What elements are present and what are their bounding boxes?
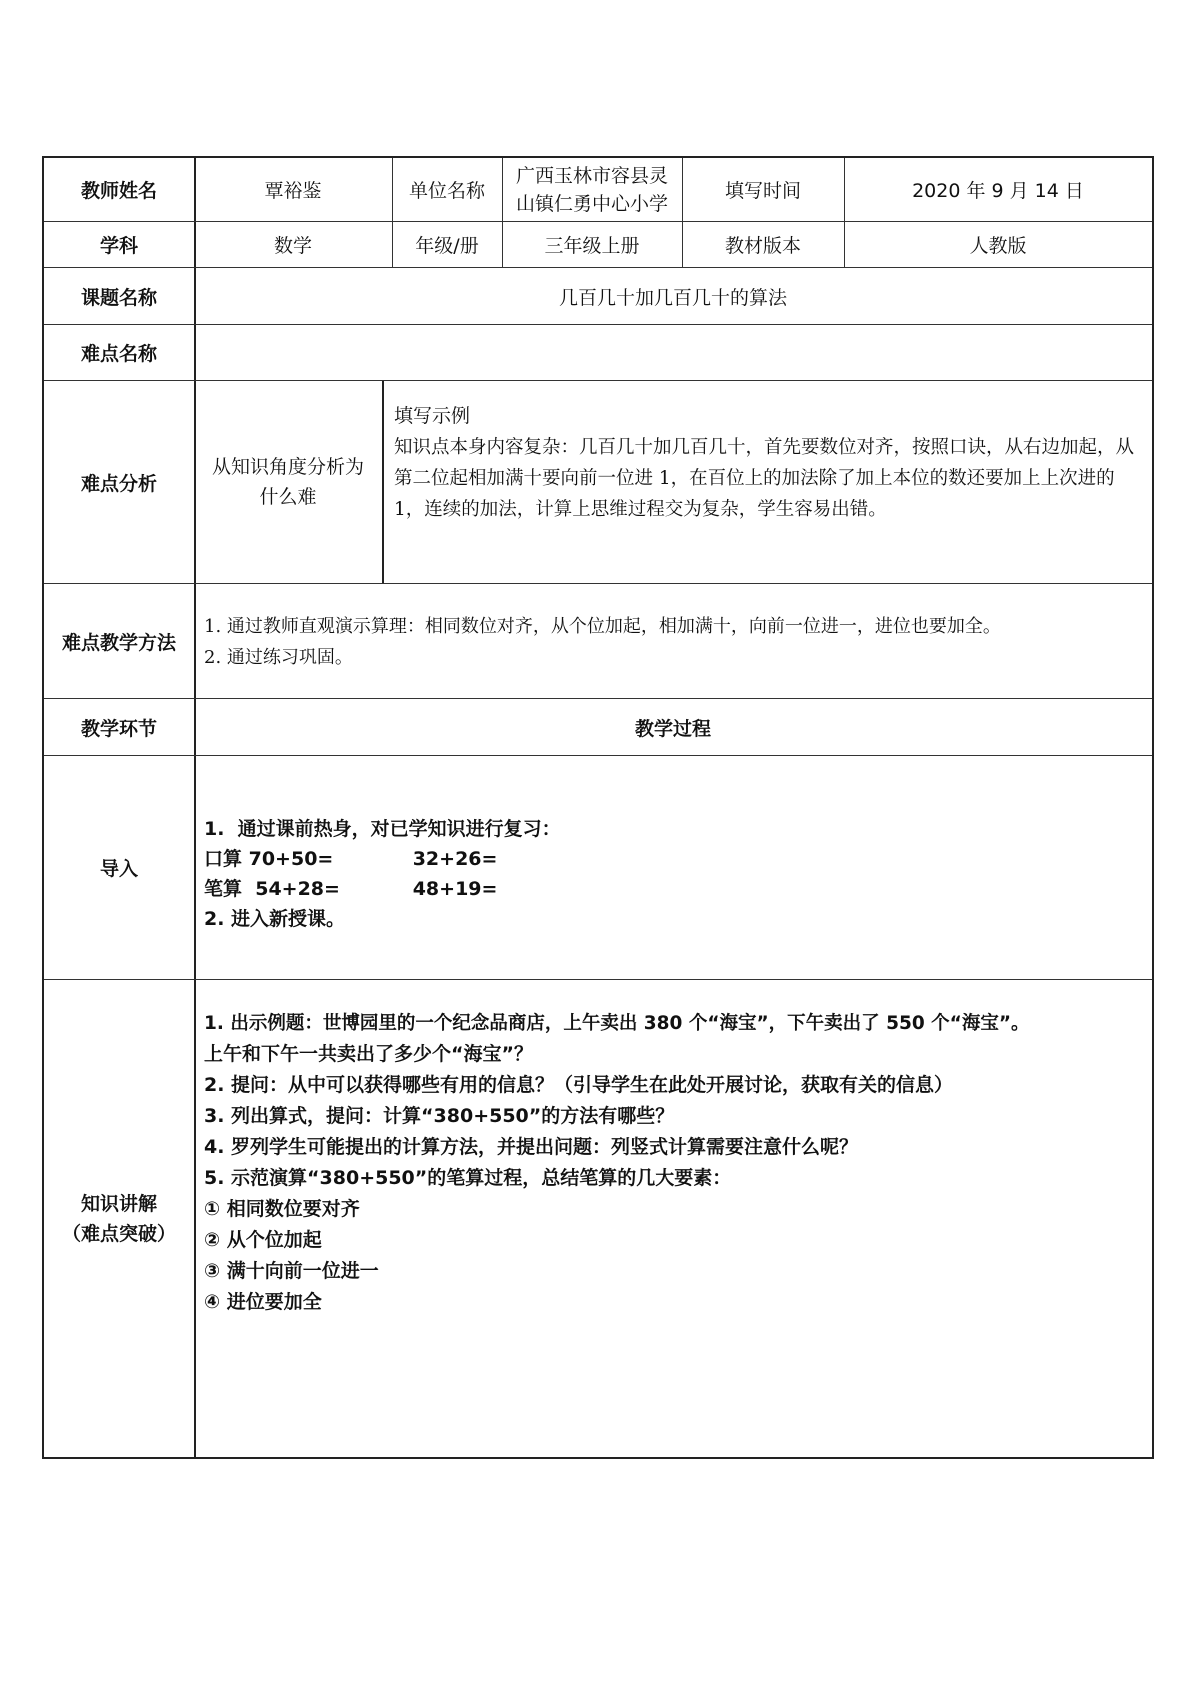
difficulty-label: 难点名称 [80,343,157,365]
knowledge-line: 2. 提问：从中可以获得哪些有用的信息？（引导学生在此处开展讨论，获取有关的信息） [204,1074,954,1096]
grade-value: 三年级上册 [544,235,640,257]
knowledge-label [44,980,194,1457]
row-knowledge [44,980,1152,1457]
row-intro [44,756,1152,980]
lesson-plan-table [42,156,1154,1459]
knowledge-line: ② 从个位加起 [204,1229,322,1251]
fill-time-label: 填写时间 [724,180,801,202]
example-text: 知识点本身内容复杂：几百几十加几百几十，首先要数位对齐，按照口诀，从右边加起，从第二位起相加满十要向前一位进 1，在百位上的加法除了加上本位的数还要加上上次进的 1，连续的加法，计算上思维过程交为复杂，学生容易出错。 [394,437,1135,520]
unit-label: 单位名称 [408,180,485,202]
unit-name [502,158,682,221]
process-label: 教学过程 [634,717,711,740]
fill-time: 2020 年 9 月 14 日 [912,180,1084,202]
teacher-name: 覃裕鉴 [264,180,322,202]
topic-value: 几百几十加几百几十的算法 [558,286,787,309]
method-item: 1. 通过教师直观演示算理：相同数位对齐，从个位加起，相加满十，向前一位进一，进位也要加全。 [204,616,1001,637]
knowledge-line: ① 相同数位要对齐 [204,1198,360,1220]
subject-label: 学科 [99,235,138,257]
textbook-value: 人教版 [969,235,1027,257]
knowledge-label-line1: 知识讲解 [80,1192,157,1215]
knowledge-line: 上午和下午一共卖出了多少个“海宝”？ [204,1043,533,1065]
row-subject [44,222,1152,268]
analysis-example [384,381,1152,583]
row-topic [44,268,1152,325]
knowledge-line: 4. 罗列学生可能提出的计算方法，并提出问题：列竖式计算需要注意什么呢？ [204,1136,859,1158]
row-teacher [44,158,1152,222]
teacher-label: 教师姓名 [80,180,157,202]
row-process-header [44,699,1152,756]
row-method [44,584,1152,699]
knowledge-label-line2: （难点突破） [61,1222,176,1245]
analysis-angle [194,381,382,583]
method-content [194,584,1152,698]
subject-value: 数学 [273,235,312,257]
intro-line: 口算 70+50= 32+26= [204,848,498,870]
intro-content [194,756,1152,979]
row-difficulty [44,325,1152,381]
knowledge-line: ③ 满十向前一位进一 [204,1260,379,1282]
unit-name-line2: 山镇仁勇中心小学 [515,192,668,215]
stage-label: 教学环节 [80,717,157,740]
analysis-angle-line1: 从知识角度分析为 [211,456,364,478]
row-analysis [44,381,1152,584]
unit-name-line1: 广西玉林市容县灵 [515,164,668,187]
knowledge-line: ④ 进位要加全 [204,1291,322,1313]
knowledge-line: 1. 出示例题：世博园里的一个纪念品商店，上午卖出 380 个“海宝”，下午卖出了 550 个“海宝”。 [204,1013,1030,1034]
example-title: 填写示例 [394,405,471,427]
knowledge-line: 3. 列出算式，提问：计算“380+550”的方法有哪些？ [204,1105,675,1127]
analysis-angle-line2: 什么难 [259,486,317,508]
difficulty-value [194,325,1152,380]
knowledge-line: 5. 示范演算“380+550”的笔算过程，总结笔算的几大要素： [204,1167,732,1189]
grade-label: 年级/册 [415,235,479,257]
method-label: 难点教学方法 [61,631,176,654]
method-item: 2. 通过练习巩固。 [204,647,353,668]
textbook-label: 教材版本 [724,235,801,257]
intro-line: 1. 通过课前热身，对已学知识进行复习： [204,818,561,840]
analysis-label: 难点分析 [80,472,157,495]
knowledge-content [194,980,1152,1457]
intro-label: 导入 [99,858,138,880]
intro-line: 笔算 54+28= 48+19= [204,878,498,900]
topic-label: 课题名称 [80,286,157,309]
intro-line: 2. 进入新授课。 [204,908,346,930]
